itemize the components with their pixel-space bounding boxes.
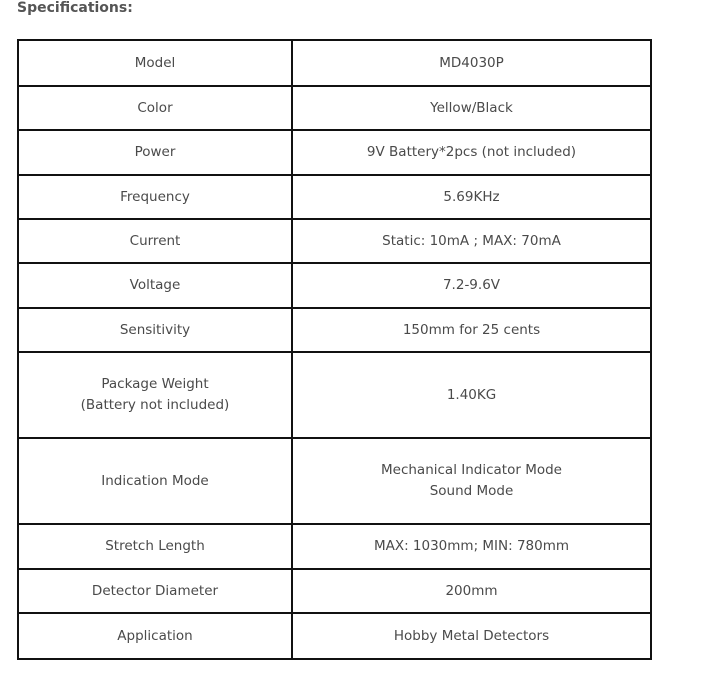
spec-value-text: 7.2-9.6V <box>442 277 501 293</box>
spec-key-text: Application <box>117 627 193 644</box>
spec-value-text: 200mm <box>445 582 498 599</box>
spec-value-text: 9V Battery*2pcs (not included) <box>366 144 577 160</box>
spec-value-text: MAX: 1030mm; MIN: 780mm <box>373 538 570 554</box>
table-row <box>18 175 651 219</box>
spec-key-text: Indication Mode <box>101 472 209 489</box>
table-row <box>18 352 651 438</box>
table-row <box>18 524 651 569</box>
spec-value-cell <box>292 613 651 659</box>
spec-value-text: Mechanical Indicator Mode <box>381 462 562 478</box>
table-row <box>18 569 651 613</box>
spec-value-cell <box>292 86 651 130</box>
spec-key-text: Color <box>137 99 173 116</box>
spec-value-text: 5.69KHz <box>443 188 500 205</box>
spec-value-text: 150mm for 25 cents <box>402 321 541 338</box>
table-row <box>18 613 651 659</box>
spec-value-text: MD4030P <box>439 54 504 71</box>
spec-key-text: Frequency <box>120 188 190 205</box>
spec-value-cell <box>292 219 651 263</box>
spec-key-text: Current <box>129 232 181 249</box>
spec-value-cell <box>292 524 651 569</box>
spec-key-cell <box>18 569 292 613</box>
spec-key-cell <box>18 613 292 659</box>
table-row <box>18 219 651 263</box>
table-row <box>18 438 651 524</box>
table-row <box>18 308 651 352</box>
spec-key-text: Sensitivity <box>119 321 191 338</box>
spec-key-text: Voltage <box>129 277 181 293</box>
spec-key-text: Package Weight <box>101 376 209 392</box>
spec-key-cell <box>18 524 292 569</box>
table-row <box>18 86 651 130</box>
spec-value-cell <box>292 308 651 352</box>
spec-value-text: Static: 10mA ; MAX: 70mA <box>382 232 561 249</box>
spec-value-cell <box>292 263 651 308</box>
spec-value-cell <box>292 438 651 524</box>
spec-value-text: 1.40KG <box>446 386 497 403</box>
spec-key-cell <box>18 175 292 219</box>
spec-key-cell <box>18 86 292 130</box>
spec-key-cell <box>18 263 292 308</box>
spec-value-text: Sound Mode <box>429 483 514 499</box>
section-heading: Specifications: <box>17 0 133 16</box>
spec-value-cell <box>292 40 651 86</box>
spec-key-cell <box>18 219 292 263</box>
spec-value-cell <box>292 175 651 219</box>
specifications-table <box>17 39 652 660</box>
spec-value-cell <box>292 569 651 613</box>
spec-key-cell <box>18 352 292 438</box>
table-row <box>18 40 651 86</box>
table-row <box>18 263 651 308</box>
spec-value-cell <box>292 352 651 438</box>
table-row <box>18 130 651 175</box>
spec-key-subtext: (Battery not included) <box>80 397 230 413</box>
spec-key-text: Detector Diameter <box>91 582 219 599</box>
spec-value-text: Hobby Metal Detectors <box>393 627 550 644</box>
spec-key-cell <box>18 130 292 175</box>
spec-key-cell <box>18 40 292 86</box>
spec-key-cell <box>18 308 292 352</box>
spec-key-text: Model <box>134 54 176 71</box>
spec-value-text: Yellow/Black <box>430 99 513 116</box>
spec-value-cell <box>292 130 651 175</box>
spec-key-cell <box>18 438 292 524</box>
spec-key-text: Stretch Length <box>105 538 205 554</box>
spec-key-text: Power <box>134 144 176 160</box>
